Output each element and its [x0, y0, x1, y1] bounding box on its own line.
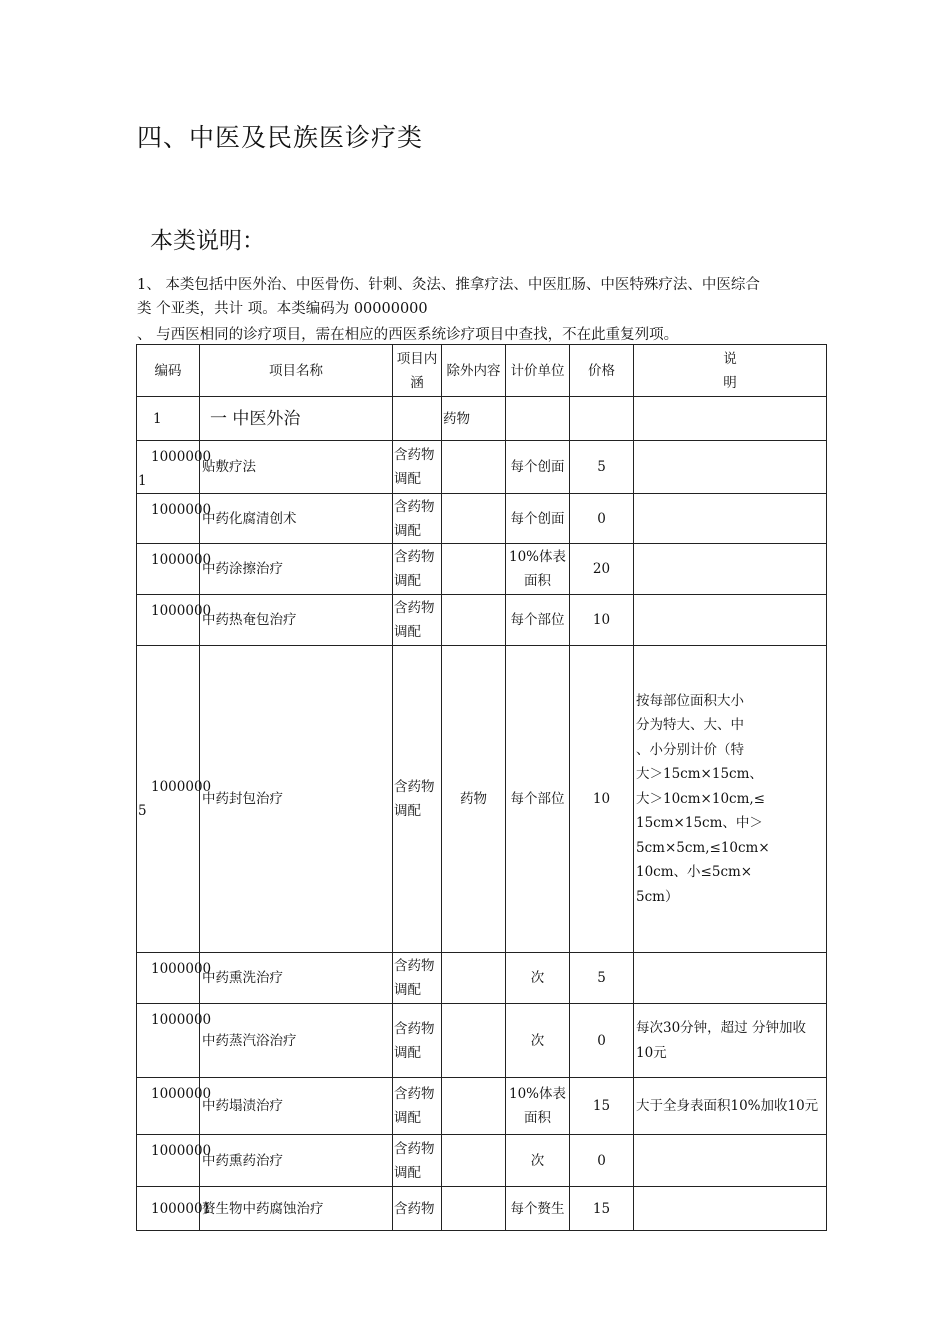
row-content-line2: 调配: [394, 624, 421, 640]
section-price: [570, 397, 634, 441]
row-content-line2: 调配: [394, 982, 421, 998]
row-price: 0: [570, 1004, 634, 1078]
header-excluded: 除外内容: [442, 345, 506, 397]
row-code-text: 1000000: [151, 1086, 212, 1102]
section-note: [634, 397, 827, 441]
row-content: [393, 1187, 442, 1231]
paragraph-1-line-2: 类 个亚类，共计 项。本类编码为 00000000: [137, 301, 428, 317]
row-code-tail: 1: [138, 473, 147, 489]
row-note-line: 分为特大、大、中: [636, 717, 744, 734]
row-name: 中药化腐清创术: [200, 494, 393, 544]
page-title: 四、中医及民族医诊疗类: [137, 123, 424, 152]
row-note: [634, 441, 827, 494]
row-content: [393, 595, 442, 646]
row-unit: [506, 494, 570, 544]
row-content-line2: 调配: [394, 803, 421, 819]
row-code: [137, 1187, 212, 1231]
row-content: [393, 544, 442, 595]
row-note: [634, 953, 827, 1004]
row-note-line: 大＞10cm×10cm,≤: [636, 790, 765, 807]
row-unit-line1: 次: [530, 1032, 545, 1049]
row-price: 5: [570, 953, 634, 1004]
row-unit-line1: 10%体表: [508, 1086, 566, 1102]
row-excluded: [442, 1135, 506, 1187]
row-note: [634, 494, 827, 544]
row-excluded: [442, 1004, 506, 1078]
row-content-line1: 含药物: [394, 447, 435, 463]
row-excluded: [442, 1078, 506, 1135]
row-note: [634, 595, 827, 646]
row-content: [393, 953, 442, 1004]
row-code: [137, 1004, 212, 1078]
row-unit: [506, 1135, 570, 1187]
row-content-line1: 含药物: [394, 498, 435, 515]
header-content: [393, 345, 442, 397]
table-row: [137, 494, 827, 544]
row-name: 中药塌渍治疗: [200, 1078, 393, 1135]
table-row: [137, 646, 827, 953]
row-content-line1: 含药物: [394, 1200, 435, 1217]
row-price: 0: [570, 494, 634, 544]
row-name: 中药封包治疗: [200, 646, 393, 953]
row-unit-line1: 每个部位: [510, 791, 565, 807]
header-content-line2: 涵: [410, 374, 424, 391]
table-row: [137, 953, 827, 1004]
row-content-line2: 调配: [394, 1164, 421, 1181]
row-name: 中药涂擦治疗: [200, 544, 393, 595]
row-content: [393, 494, 442, 544]
header-note-line1: 说: [723, 350, 737, 367]
row-code: [137, 494, 212, 544]
row-unit: [506, 441, 570, 494]
row-content: [393, 1078, 442, 1135]
row-excluded: [442, 544, 506, 595]
row-code: [137, 544, 212, 595]
row-content-line1: 含药物: [394, 958, 435, 974]
row-code: [137, 1078, 212, 1135]
row-code-text: 1000000: [151, 502, 212, 518]
row-note-line: 大于全身表面积10%加收10元: [636, 1097, 819, 1114]
table-row: [137, 441, 827, 494]
table-row: [137, 1187, 827, 1231]
row-unit: [506, 544, 570, 595]
row-content: [393, 1004, 442, 1078]
row-note: [634, 646, 827, 953]
row-note-line: 5cm×5cm,≤10cm×: [636, 839, 770, 856]
row-content-line2: 调配: [394, 1044, 421, 1061]
table-row: [137, 1135, 827, 1187]
row-excluded: [442, 494, 506, 544]
row-content-line1: 含药物: [394, 779, 435, 795]
header-code: 编码: [137, 345, 200, 397]
row-price: 15: [570, 1187, 634, 1231]
row-excluded: [442, 953, 506, 1004]
table-row: [137, 1078, 827, 1135]
row-code: [137, 953, 212, 1004]
section-code: 1: [137, 397, 200, 441]
row-content-line2: 调配: [394, 573, 421, 589]
row-excluded: [442, 1187, 506, 1231]
row-name: 中药热奄包治疗: [200, 595, 393, 646]
table-body: [137, 441, 827, 1231]
row-price: 10: [570, 646, 634, 953]
paragraph-2: 、 与西医相同的诊疗项目，需在相应的西医系统诊疗项目中查找，不在此重复列项。: [137, 327, 679, 343]
pricing-table: [136, 344, 827, 1231]
header-unit: 计价单位: [506, 345, 570, 397]
table-section-row: [137, 397, 827, 441]
row-unit: [506, 595, 570, 646]
row-content-line2: 调配: [394, 1110, 421, 1126]
row-note-line: 大＞15cm×15cm、: [636, 766, 763, 783]
row-unit-line2: 面积: [524, 573, 551, 589]
table-header-row: [137, 345, 827, 397]
row-name: 贴敷疗法: [200, 441, 393, 494]
row-unit: [506, 953, 570, 1004]
row-content-line1: 含药物: [394, 1020, 435, 1037]
table-row: [137, 544, 827, 595]
row-code: [137, 646, 212, 953]
header-price: 价格: [570, 345, 634, 397]
row-note-line: 按每部位面积大小: [636, 692, 744, 709]
row-content-line1: 含药物: [394, 600, 435, 616]
row-price: 15: [570, 1078, 634, 1135]
section-excluded: 药物: [442, 397, 506, 441]
section-name: 一 中医外治: [200, 397, 393, 441]
row-note: [634, 1135, 827, 1187]
row-unit-line1: 次: [530, 970, 545, 986]
row-code-text: 1000001: [151, 1200, 212, 1217]
row-content: [393, 646, 442, 953]
row-excluded: 药物: [442, 646, 506, 953]
header-name: 项目名称: [200, 345, 393, 397]
row-price: 20: [570, 544, 634, 595]
row-price: 10: [570, 595, 634, 646]
row-note: [634, 1078, 827, 1135]
row-code: [137, 1135, 212, 1187]
row-name: 中药熏药治疗: [200, 1135, 393, 1187]
row-unit-line1: 10%体表: [508, 549, 566, 565]
row-unit: [506, 1187, 570, 1231]
section-content: [393, 397, 442, 441]
header-note: [634, 345, 827, 397]
row-name: 赘生物中药腐蚀治疗: [200, 1187, 393, 1231]
row-content: [393, 441, 442, 494]
row-unit-line1: 次: [530, 1152, 545, 1169]
row-name: 中药蒸汽浴治疗: [200, 1004, 393, 1078]
row-unit-line1: 每个赘生: [510, 1200, 565, 1217]
row-note-line: 10元: [636, 1044, 667, 1061]
row-code: [137, 595, 212, 646]
row-note-line: 每次30分钟，超过 分钟加收: [636, 1020, 806, 1036]
row-code-text: 1000000: [151, 1012, 212, 1028]
row-unit-line1: 每个创面: [510, 459, 565, 475]
table-row: [137, 595, 827, 646]
table-row: [137, 1004, 827, 1078]
row-unit: [506, 1004, 570, 1078]
row-content-line1: 含药物: [394, 549, 435, 565]
row-code-text: 1000000: [151, 961, 212, 977]
row-excluded: [442, 595, 506, 646]
row-content-line1: 含药物: [394, 1086, 435, 1102]
section-unit: [506, 397, 570, 441]
section-subtitle: 本类说明：: [150, 228, 265, 254]
row-content-line2: 调配: [394, 471, 421, 487]
row-content-line2: 调配: [394, 522, 421, 539]
row-unit: [506, 646, 570, 953]
row-code-tail: 5: [138, 803, 147, 819]
row-unit: [506, 1078, 570, 1135]
row-unit-line1: 每个创面: [510, 510, 565, 527]
row-note-line: 15cm×15cm、中＞: [636, 815, 763, 832]
row-note: [634, 1187, 827, 1231]
row-code-text: 1000000: [151, 779, 212, 795]
row-code-text: 1000000: [151, 552, 212, 568]
row-name: 中药熏洗治疗: [200, 953, 393, 1004]
row-content: [393, 1135, 442, 1187]
row-note-line: 5cm）: [636, 888, 679, 905]
row-excluded: [442, 441, 506, 494]
row-note-line: 10cm、小≤5cm×: [636, 864, 753, 881]
row-price: 5: [570, 441, 634, 494]
row-unit-line1: 每个部位: [510, 612, 565, 628]
row-price: 0: [570, 1135, 634, 1187]
row-content-line1: 含药物: [394, 1140, 435, 1157]
row-unit-line2: 面积: [524, 1110, 551, 1126]
paragraph-1-line-1: 1、 本类包括中医外治、中医骨伤、针刺、灸法、推拿疗法、中医肛肠、中医特殊疗法、中医综合: [137, 277, 760, 293]
row-code-text: 1000000: [151, 449, 212, 465]
row-code-text: 1000000: [151, 1143, 212, 1159]
row-note: [634, 544, 827, 595]
header-content-line1: 项目内: [396, 350, 438, 367]
row-note-line: 、小分别计价（特: [636, 741, 744, 758]
row-code-text: 1000000: [151, 603, 212, 619]
header-note-line2: 明: [723, 374, 737, 391]
row-note: [634, 1004, 827, 1078]
row-code: [137, 441, 212, 494]
